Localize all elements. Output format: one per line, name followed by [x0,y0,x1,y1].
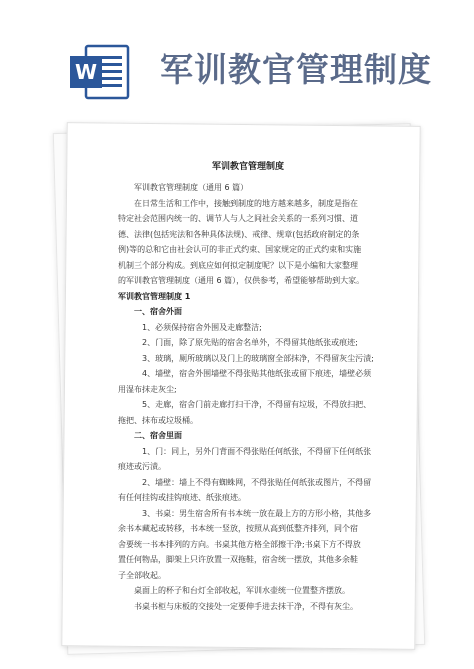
word-icon-letter: W [74,60,98,84]
intro-line: 特定社会范围内统一的、调节人与人之间社会关系的一系列习惯、道 [118,214,358,223]
list-item: 2、门面，除了原先贴的宿舍名单外，不得留其他纸张或痕迹; [142,338,358,347]
list-item-continuation: 有任何挂钩或挂钩痕迹、纸张痕迹。 [118,493,246,502]
document-page [118,160,378,630]
list-item-continuation: 痕迹或污渍。 [118,462,166,471]
section-heading: 军训教官管理制度 1 [118,291,191,301]
document-title: 军训教官管理制度 [211,162,284,172]
list-item: 5、走廊，宿舍门前走廊打扫干净，不得留有垃圾，不得放扫把、 [142,400,372,409]
part-heading: 二、宿舍里面 [134,431,182,440]
list-item-continuation: 拖把、抹布或垃圾桶。 [118,415,198,425]
paragraph-line: 书桌书柜与床板的交接处一定要伸手进去抹干净，不得有灰尘。 [134,601,358,611]
list-item-continuation: 用湿布抹走灰尘; [118,384,177,394]
list-item: 3、书桌：男生宿舍所有书本统一放在最上方的方形小格，其他多 [142,508,372,518]
list-item: 2、墙壁：墙上不得有蜘蛛网，不得张贴任何纸张或图片，不得留 [142,477,372,487]
list-item-continuation: 余书本藏起或转移，书本统一竖放，按照从高到低整齐排列，同个宿 [118,524,358,533]
intro-line: 在日常生活和工作中，接触到制度的地方越来越多，制度是指在 [134,198,358,208]
intro-line: 德、法律(包括宪法和各种具体法规)、戒律、规章(包括政府制定的条 [118,229,360,239]
intro-line: 例)等的总和它由社会认可的非正式约束、国家规定的正式约束和实施 [118,245,362,254]
intro-line: 机制三个部分构成。到底应如何拟定制度呢？以下是小编和大家整理 [118,260,358,270]
list-item: 3、玻璃，厕所玻璃以及门上的玻璃窗全部抹净，不得留灰尘污渍; [142,353,374,363]
list-item-continuation: 置任何物品，脚架上只许放置一双拖鞋，宿舍统一摆放，其他多余鞋 [118,555,358,564]
paragraph-line: 桌面上的杯子和台灯全部收起，军训水壶统一位置整齐摆放。 [134,586,350,595]
word-document-icon [68,44,130,100]
intro-line: 的军训教官管理制度（通用 6 篇），仅供参考，希望能够帮助到大家。 [118,276,365,285]
banner [0,0,474,112]
list-item-continuation: 子全部收起。 [118,570,166,580]
list-item-continuation: 舍要统一书本排列的方向。书桌其他方格全部擦干净;书桌下方不得放 [118,539,361,549]
list-item: 4、墙壁，宿舍外围墙壁不得张贴其他纸张或留下痕迹，墙壁必须 [142,369,372,378]
banner-title: 军训教官管理制度 [160,50,432,89]
list-item: 1、必须保持宿舍外围及走廊整洁; [142,322,262,332]
list-item: 1、门：同上，另外门背面不得张贴任何纸张，不得留下任何纸张 [142,446,372,456]
document-subtitle: 军训教官管理制度（通用 6 篇） [134,183,249,192]
part-heading: 一、宿舍外面 [134,307,182,316]
